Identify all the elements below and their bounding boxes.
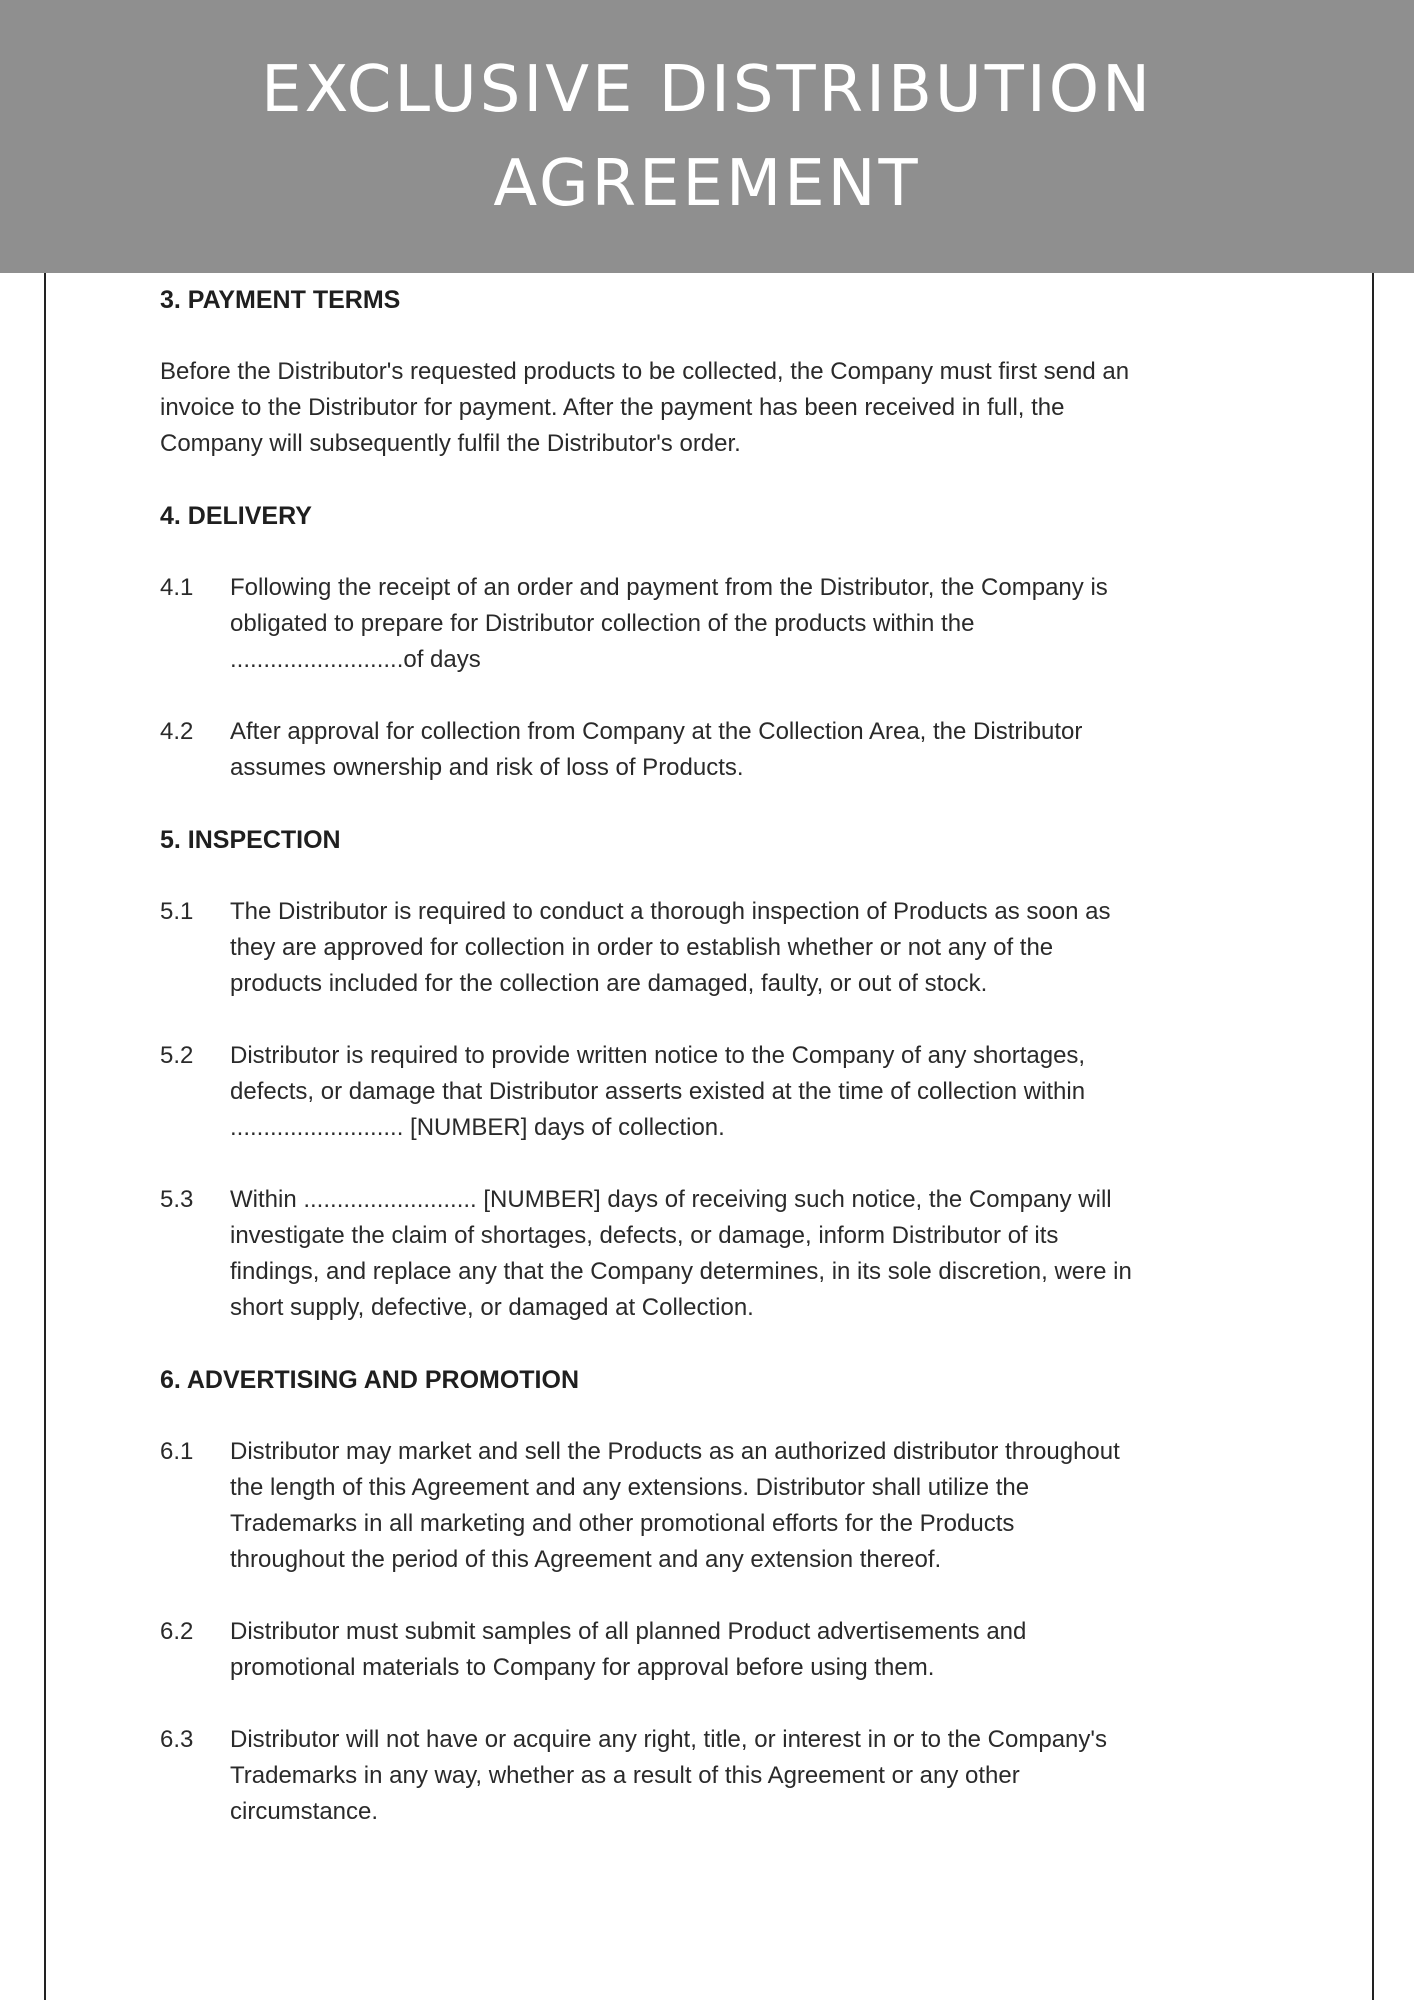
clause-5-3 (160, 1182, 1270, 1326)
clause-number: 6.2 (160, 1618, 194, 1645)
text-line: Company will subsequently fulfil the Distributor's order. (160, 430, 741, 457)
text-line: throughout the period of this Agreement and any extension thereof. (230, 1546, 942, 1573)
text-line: promotional materials to Company for approval before using them. (230, 1654, 935, 1681)
clause-6-3 (160, 1722, 1270, 1830)
section-heading-advertising: 6. ADVERTISING AND PROMOTION (160, 1366, 580, 1394)
clause-number: 6.3 (160, 1726, 194, 1753)
payment-terms-paragraph (160, 354, 1270, 462)
text-line: findings, and replace any that the Company determines, in its sole discretion, were in (230, 1258, 1132, 1285)
text-line: the length of this Agreement and any extensions. Distributor shall utilize the (230, 1474, 1030, 1501)
text-line: The Distributor is required to conduct a thorough inspection of Products as soon as (230, 898, 1111, 925)
clause-number: 5.1 (160, 898, 194, 925)
text-line: Trademarks in all marketing and other promotional efforts for the Products (230, 1510, 1015, 1537)
title-banner (0, 0, 1414, 273)
clause-4-2 (160, 714, 1270, 786)
text-line: short supply, defective, or damaged at Collection. (230, 1294, 754, 1321)
text-line: .......................... [NUMBER] days of collection. (230, 1114, 725, 1141)
text-line: ..........................of days (230, 646, 481, 673)
section-heading-inspection: 5. INSPECTION (160, 826, 341, 854)
text-line: investigate the claim of shortages, defects, or damage, inform Distributor of its (230, 1222, 1059, 1249)
text-line: obligated to prepare for Distributor collection of the products within the (230, 610, 975, 637)
text-line: assumes ownership and risk of loss of Products. (230, 754, 744, 781)
title-line-1: EXCLUSIVE DISTRIBUTION (261, 52, 1153, 127)
clause-number: 5.2 (160, 1042, 194, 1069)
clause-number: 4.1 (160, 574, 194, 601)
clause-number: 5.3 (160, 1186, 194, 1213)
text-line: circumstance. (230, 1798, 379, 1825)
text-line: Within .......................... [NUMBER] days of receiving such notice, the Company will (230, 1186, 1112, 1213)
text-line: Distributor may market and sell the Products as an authorized distributor throughout (230, 1438, 1120, 1465)
text-line: After approval for collection from Company at the Collection Area, the Distributor (230, 718, 1083, 745)
clause-number: 6.1 (160, 1438, 194, 1465)
clause-4-1 (160, 570, 1270, 678)
clause-5-1 (160, 894, 1270, 1002)
text-line: products included for the collection are damaged, faulty, or out of stock. (230, 970, 988, 997)
text-line: Trademarks in any way, whether as a result of this Agreement or any other (230, 1762, 1020, 1789)
clause-6-2 (160, 1614, 1270, 1686)
section-heading-payment-terms: 3. PAYMENT TERMS (160, 286, 401, 314)
clause-6-1 (160, 1434, 1270, 1578)
text-line: invoice to the Distributor for payment. After the payment has been received in full, the (160, 394, 1065, 421)
clause-5-2 (160, 1038, 1270, 1146)
clause-number: 4.2 (160, 718, 194, 745)
text-line: Before the Distributor's requested products to be collected, the Company must first send an (160, 358, 1130, 385)
section-heading-delivery: 4. DELIVERY (160, 502, 312, 530)
text-line: Distributor must submit samples of all planned Product advertisements and (230, 1618, 1027, 1645)
text-line: they are approved for collection in order to establish whether or not any of the (230, 934, 1054, 961)
document-body (160, 282, 1270, 1830)
title-line-2: AGREEMENT (493, 146, 921, 221)
text-line: Distributor will not have or acquire any right, title, or interest in or to the Company's (230, 1726, 1107, 1753)
text-line: Distributor is required to provide written notice to the Company of any shortages, (230, 1042, 1086, 1069)
text-line: Following the receipt of an order and payment from the Distributor, the Company is (230, 574, 1108, 601)
text-line: defects, or damage that Distributor asserts existed at the time of collection within (230, 1078, 1086, 1105)
